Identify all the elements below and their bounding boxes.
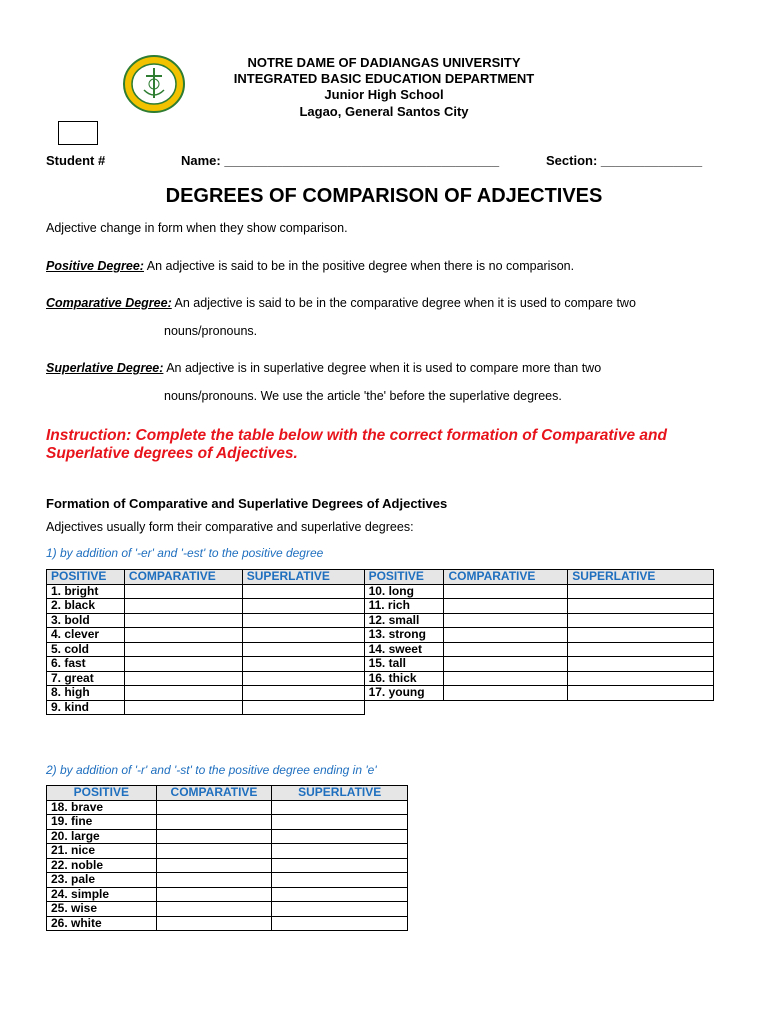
answer-cell[interactable] [124, 628, 242, 643]
answer-cell[interactable] [242, 700, 364, 715]
answer-cell[interactable] [444, 671, 568, 686]
adjective-cell: 10. long [364, 584, 444, 599]
rule-2-heading: 2) by addition of '-r' and '-st' to the positive degree ending in 'e' [46, 763, 377, 777]
answer-cell[interactable] [444, 613, 568, 628]
col-positive: POSITIVE [364, 570, 444, 585]
answer-cell[interactable] [156, 829, 272, 844]
adjective-cell: 20. large [47, 829, 157, 844]
table-row [47, 844, 408, 859]
student-number-label: Student # [46, 153, 106, 168]
answer-cell[interactable] [272, 887, 408, 902]
adjective-cell: 17. young [364, 686, 444, 701]
adjective-cell: 3. bold [47, 613, 125, 628]
name-field[interactable]: Name: ______________________________________ [181, 153, 500, 168]
answer-cell[interactable] [444, 686, 568, 701]
instruction-text: Instruction: Complete the table below with the correct formation of Comparative and Superlative degrees of Adjectives. [46, 427, 667, 462]
answer-cell[interactable] [156, 844, 272, 859]
adjective-cell: 14. sweet [364, 642, 444, 657]
answer-cell[interactable] [156, 858, 272, 873]
answer-cell[interactable] [242, 613, 364, 628]
adjective-cell: 8. high [47, 686, 125, 701]
answer-cell[interactable] [156, 916, 272, 931]
adjective-cell: 11. rich [364, 599, 444, 614]
table-row [47, 887, 408, 902]
answer-cell[interactable] [444, 628, 568, 643]
positive-definition [46, 259, 574, 273]
table-row [47, 628, 714, 643]
answer-cell[interactable] [242, 686, 364, 701]
superlative-text: An adjective is in superlative degree when it is used to compare more than two [163, 361, 602, 375]
exercise-table-2 [46, 785, 408, 931]
positive-text: An adjective is said to be in the positive degree when there is no comparison. [143, 259, 575, 273]
answer-cell[interactable] [444, 599, 568, 614]
table-row [47, 858, 408, 873]
positive-term: Positive Degree: [46, 259, 144, 273]
col-superlative: SUPERLATIVE [568, 570, 714, 585]
section-field[interactable]: Section: ______________ [546, 153, 703, 168]
intro-text: Adjective change in form when they show comparison. [46, 221, 348, 235]
answer-cell[interactable] [156, 902, 272, 917]
answer-cell[interactable] [242, 642, 364, 657]
adjective-cell: 13. strong [364, 628, 444, 643]
table-row [47, 902, 408, 917]
adjective-cell: 4. clever [47, 628, 125, 643]
answer-cell[interactable] [568, 584, 714, 599]
table-row [47, 700, 714, 715]
answer-cell[interactable] [156, 815, 272, 830]
col-positive: POSITIVE [47, 786, 157, 801]
adjective-cell: 23. pale [47, 873, 157, 888]
answer-cell[interactable] [568, 657, 714, 672]
answer-cell[interactable] [242, 657, 364, 672]
answer-cell[interactable] [242, 628, 364, 643]
table-row [47, 829, 408, 844]
table-row [47, 815, 408, 830]
answer-cell[interactable] [242, 584, 364, 599]
score-box[interactable] [58, 121, 98, 145]
answer-cell[interactable] [272, 800, 408, 815]
answer-cell[interactable] [568, 642, 714, 657]
table-row [47, 916, 408, 931]
formation-text: Adjectives usually form their comparative and superlative degrees: [46, 520, 414, 534]
answer-cell[interactable] [568, 686, 714, 701]
answer-cell[interactable] [124, 613, 242, 628]
adjective-cell: 21. nice [47, 844, 157, 859]
school-level: Junior High School [324, 87, 444, 102]
table-row [47, 657, 714, 672]
superlative-definition [46, 361, 601, 375]
table-row [47, 873, 408, 888]
table-row [47, 584, 714, 599]
school-address: Lagao, General Santos City [299, 104, 469, 119]
adjective-cell: 5. cold [47, 642, 125, 657]
exercise-table-1 [46, 569, 714, 715]
answer-cell[interactable] [272, 902, 408, 917]
answer-cell[interactable] [124, 700, 242, 715]
comparative-text: An adjective is said to be in the comparative degree when it is used to compare two [171, 296, 636, 310]
answer-cell[interactable] [568, 628, 714, 643]
formation-heading: Formation of Comparative and Superlative Degrees of Adjectives [46, 496, 448, 511]
adjective-cell: 16. thick [364, 671, 444, 686]
col-comparative: COMPARATIVE [124, 570, 242, 585]
adjective-cell: 22. noble [47, 858, 157, 873]
answer-cell[interactable] [124, 642, 242, 657]
adjective-cell: 15. tall [364, 657, 444, 672]
table-row [47, 599, 714, 614]
school-name: NOTRE DAME OF DADIANGAS UNIVERSITY [247, 55, 521, 70]
col-positive: POSITIVE [47, 570, 125, 585]
table-row [47, 613, 714, 628]
answer-cell[interactable] [444, 642, 568, 657]
adjective-cell: 24. simple [47, 887, 157, 902]
answer-cell[interactable] [124, 657, 242, 672]
col-comparative: COMPARATIVE [444, 570, 568, 585]
adjective-cell: 1. bright [47, 584, 125, 599]
answer-cell[interactable] [124, 584, 242, 599]
answer-cell[interactable] [444, 584, 568, 599]
adjective-cell: 25. wise [47, 902, 157, 917]
comparative-definition [46, 296, 636, 310]
answer-cell[interactable] [272, 916, 408, 931]
adjective-cell: 26. white [47, 916, 157, 931]
adjective-cell: 18. brave [47, 800, 157, 815]
superlative-continuation: nouns/pronouns. We use the article 'the' before the superlative degrees. [164, 389, 562, 403]
answer-cell[interactable] [272, 858, 408, 873]
rule-1-heading: 1) by addition of '-er' and '-est' to the positive degree [46, 546, 324, 560]
comparative-continuation: nouns/pronouns. [164, 324, 258, 338]
answer-cell[interactable] [124, 686, 242, 701]
answer-cell[interactable] [242, 599, 364, 614]
table-row [47, 671, 714, 686]
superlative-term: Superlative Degree: [46, 361, 164, 375]
adjective-cell: 12. small [364, 613, 444, 628]
table-row [47, 800, 408, 815]
answer-cell[interactable] [272, 815, 408, 830]
adjective-cell: 7. great [47, 671, 125, 686]
adjective-cell: 2. black [47, 599, 125, 614]
col-superlative: SUPERLATIVE [242, 570, 364, 585]
answer-cell[interactable] [156, 800, 272, 815]
answer-cell[interactable] [124, 671, 242, 686]
adjective-cell: 19. fine [47, 815, 157, 830]
table-row [47, 686, 714, 701]
table-row [47, 642, 714, 657]
col-comparative: COMPARATIVE [156, 786, 272, 801]
answer-cell[interactable] [568, 671, 714, 686]
answer-cell[interactable] [272, 844, 408, 859]
answer-cell[interactable] [242, 671, 364, 686]
department-name: INTEGRATED BASIC EDUCATION DEPARTMENT [233, 71, 535, 86]
answer-cell[interactable] [272, 829, 408, 844]
answer-cell[interactable] [156, 873, 272, 888]
answer-cell[interactable] [568, 599, 714, 614]
adjective-cell: 6. fast [47, 657, 125, 672]
page-title: DEGREES OF COMPARISON OF ADJECTIVES [165, 185, 603, 207]
adjective-cell: 9. kind [47, 700, 125, 715]
answer-cell[interactable] [272, 873, 408, 888]
answer-cell[interactable] [156, 887, 272, 902]
col-superlative: SUPERLATIVE [272, 786, 408, 801]
comparative-term: Comparative Degree: [46, 296, 172, 310]
answer-cell[interactable] [444, 657, 568, 672]
answer-cell[interactable] [568, 613, 714, 628]
answer-cell[interactable] [124, 599, 242, 614]
